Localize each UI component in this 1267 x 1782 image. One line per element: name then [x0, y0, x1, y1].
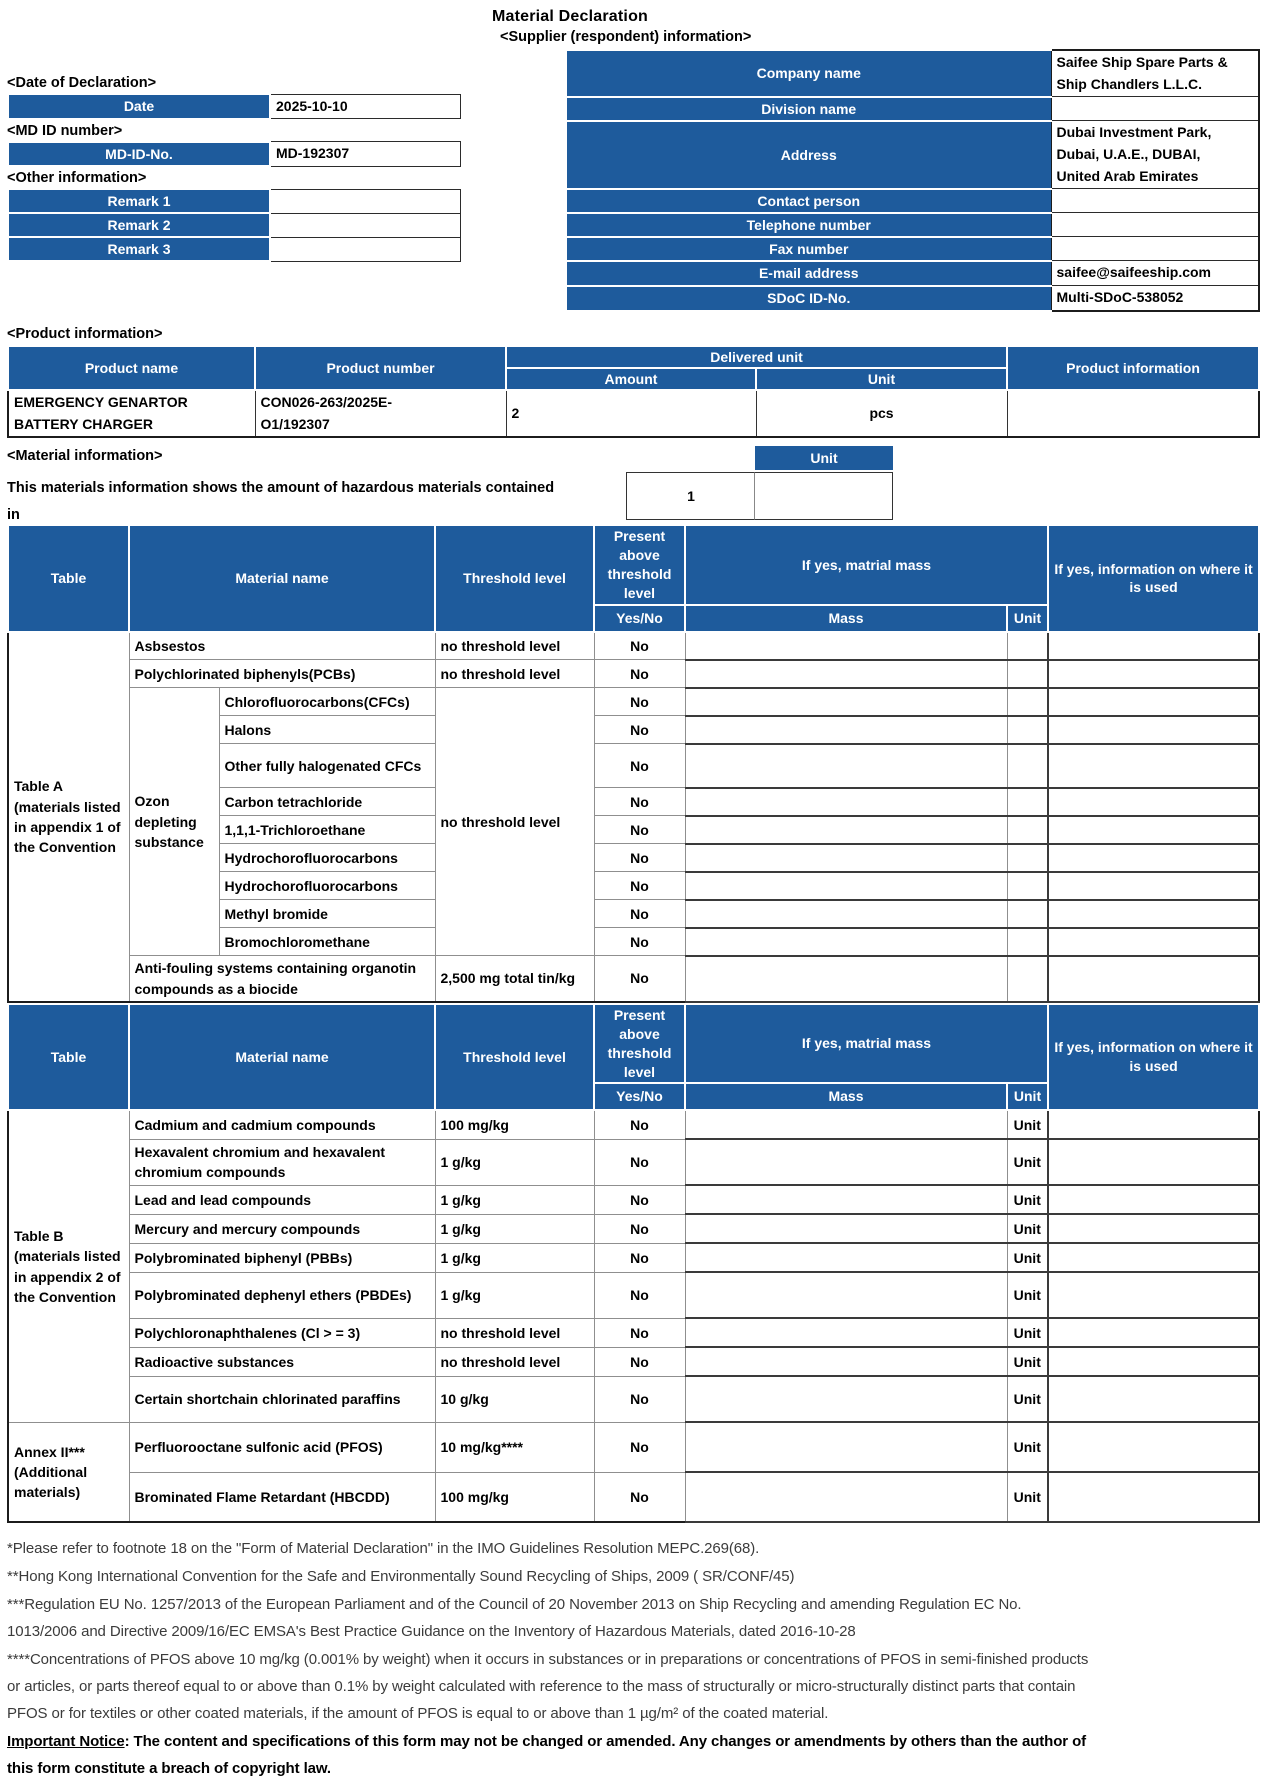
table-row — [8, 1472, 1259, 1522]
present-cell: No — [594, 1422, 685, 1472]
col-header-material-name: Material name — [129, 525, 435, 632]
present-cell: No — [594, 956, 685, 1002]
table-row — [8, 1272, 1259, 1318]
col-header-if-yes-info: If yes, information on where it is used — [1048, 1004, 1259, 1111]
supplier-section-heading: <Supplier (respondent) information> — [500, 29, 752, 45]
material-name-cell: Other fully halogenated CFCs — [219, 744, 435, 788]
date-table — [7, 93, 461, 120]
unit-cell: Unit — [1007, 1376, 1048, 1422]
product-information-value — [1007, 390, 1259, 437]
contained-amount-cell: 1 — [626, 472, 756, 520]
col-header-if-yes-info: If yes, information on where it is used — [1048, 525, 1259, 632]
present-cell: No — [594, 1243, 685, 1272]
table-a — [7, 524, 1260, 1003]
info-cell — [1048, 688, 1259, 716]
top-section — [7, 49, 1267, 312]
important-notice-label: Important Notice — [7, 1733, 125, 1751]
amount-header: Amount — [506, 368, 756, 390]
mass-cell — [685, 928, 1007, 956]
material-name-cell: Asbsestos — [129, 632, 435, 660]
supplier-table — [565, 49, 1260, 312]
md-id-table — [7, 141, 461, 168]
sdoc-id-value: Multi-SDoC-538052 — [1051, 286, 1259, 311]
mass-cell — [685, 1272, 1007, 1318]
telephone-value — [1051, 213, 1259, 237]
unit-cell: Unit — [1007, 1243, 1048, 1272]
table-row — [566, 261, 1259, 286]
material-name-cell: Hexavalent chromium and hexavalent chromium compounds — [129, 1139, 435, 1185]
page-title: Material Declaration — [491, 8, 649, 25]
info-cell — [1048, 1243, 1259, 1272]
info-cell — [1048, 1472, 1259, 1522]
info-cell — [1048, 816, 1259, 844]
info-cell — [1048, 1376, 1259, 1422]
remark-3-value — [270, 237, 460, 261]
threshold-cell: no threshold level — [435, 1318, 594, 1347]
table-row — [8, 237, 460, 261]
mass-cell — [685, 716, 1007, 744]
mass-cell — [685, 788, 1007, 816]
info-cell — [1048, 1347, 1259, 1376]
info-cell — [1048, 716, 1259, 744]
table-row — [8, 1004, 1259, 1084]
mass-cell — [685, 632, 1007, 660]
sdoc-id-label: SDoC ID-No. — [566, 286, 1051, 311]
table-row — [8, 1376, 1259, 1422]
material-name-cell: Polybrominated biphenyl (PBBs) — [129, 1243, 435, 1272]
present-cell: No — [594, 900, 685, 928]
table-row — [8, 660, 1259, 688]
footnotes-section — [7, 1535, 1095, 1782]
present-cell: No — [594, 872, 685, 900]
mass-cell — [685, 816, 1007, 844]
delivered-unit-header: Delivered unit — [506, 346, 1007, 368]
table-row — [566, 97, 1259, 121]
unit-cell — [1007, 660, 1048, 688]
threshold-cell: no threshold level — [435, 688, 594, 956]
table-row — [8, 94, 460, 119]
mass-cell — [685, 660, 1007, 688]
telephone-label: Telephone number — [566, 213, 1051, 237]
present-cell: No — [594, 1139, 685, 1185]
unit-cell: Unit — [1007, 1318, 1048, 1347]
table-row — [8, 189, 460, 213]
present-cell: No — [594, 1472, 685, 1522]
unit-cell — [1007, 956, 1048, 1002]
table-row — [8, 1318, 1259, 1347]
remark-1-label: Remark 1 — [8, 189, 270, 213]
email-label: E-mail address — [566, 261, 1051, 286]
info-cell — [1048, 1318, 1259, 1347]
present-cell: No — [594, 744, 685, 788]
threshold-cell: 10 g/kg — [435, 1376, 594, 1422]
unit-cell: Unit — [1007, 1139, 1048, 1185]
info-cell — [1048, 1139, 1259, 1185]
info-cell — [1048, 1422, 1259, 1472]
mass-cell — [685, 1318, 1007, 1347]
unit-cell: Unit — [1007, 1422, 1048, 1472]
table-row — [566, 50, 1259, 97]
mass-cell — [685, 1472, 1007, 1522]
unit-value: pcs — [756, 390, 1007, 437]
mass-cell — [685, 744, 1007, 788]
remarks-table — [7, 188, 461, 262]
table-row — [8, 1110, 1259, 1139]
unit-header: Unit — [756, 368, 1007, 390]
product-name-value: EMERGENCY GENARTOR BATTERY CHARGER — [8, 390, 255, 437]
material-name-cell: Carbon tetrachloride — [219, 788, 435, 816]
table-row — [8, 1185, 1259, 1214]
threshold-cell: no threshold level — [435, 1347, 594, 1376]
footnote-1: *Please refer to footnote 18 on the "Form of Material Declaration" in the IMO Guidelines Resolution MEPC.269(68). — [7, 1540, 760, 1558]
date-of-declaration-heading: <Date of Declaration> — [7, 75, 157, 91]
material-name-cell: Hydrochorofluorocarbons — [219, 872, 435, 900]
product-number-value: CON026-263/2025E-O1/192307 — [255, 390, 506, 437]
table-row — [8, 390, 1259, 437]
info-cell — [1048, 744, 1259, 788]
material-name-cell: Radioactive substances — [129, 1347, 435, 1376]
contact-person-label: Contact person — [566, 189, 1051, 213]
mass-cell — [685, 1214, 1007, 1243]
division-name-value — [1051, 97, 1259, 121]
mass-cell — [685, 1376, 1007, 1422]
col-header-table: Table — [8, 525, 129, 632]
contained-unit-cell — [754, 472, 893, 520]
info-cell — [1048, 660, 1259, 688]
present-cell: No — [594, 928, 685, 956]
info-cell — [1048, 632, 1259, 660]
table-b — [7, 1003, 1260, 1524]
col-header-if-yes-mass: If yes, matrial mass — [685, 525, 1048, 605]
unit-cell — [1007, 928, 1048, 956]
fax-label: Fax number — [566, 237, 1051, 261]
material-name-cell: Lead and lead compounds — [129, 1185, 435, 1214]
threshold-cell: 100 mg/kg — [435, 1472, 594, 1522]
unit-cell — [1007, 844, 1048, 872]
unit-cell — [1007, 632, 1048, 660]
col-header-present-above: Present above threshold level — [594, 525, 685, 605]
material-information-heading: <Material information> — [7, 448, 163, 465]
mass-cell — [685, 1347, 1007, 1376]
contact-person-value — [1051, 189, 1259, 213]
table-row — [566, 237, 1259, 261]
present-cell: No — [594, 632, 685, 660]
product-number-header: Product number — [255, 346, 506, 390]
product-name-header: Product name — [8, 346, 255, 390]
declaration-column — [7, 49, 475, 312]
unit-cell — [1007, 716, 1048, 744]
info-cell — [1048, 1185, 1259, 1214]
table-row — [8, 956, 1259, 1002]
threshold-cell: 1 g/kg — [435, 1272, 594, 1318]
contained-unit-header: Unit — [755, 446, 893, 470]
footnote-2: **Hong Kong International Convention for the Safe and Environmentally Sound Recycling of Ships, 2009 ( SR/CONF/45) — [7, 1568, 795, 1586]
table-row — [8, 346, 1259, 368]
col-header-yes-no: Yes/No — [594, 605, 685, 632]
mass-cell — [685, 872, 1007, 900]
col-header-unit: Unit — [1007, 1083, 1048, 1110]
present-cell: No — [594, 1347, 685, 1376]
material-name-cell: Certain shortchain chlorinated paraffins — [129, 1376, 435, 1422]
present-cell: No — [594, 1214, 685, 1243]
table-row — [8, 1347, 1259, 1376]
col-header-mass: Mass — [685, 1083, 1007, 1110]
material-name-cell: Methyl bromide — [219, 900, 435, 928]
important-notice-text: : The content and specifications of this form may not be changed or amended. Any changes or amendments by others than the author of this form constitute a breach of copyright law. — [7, 1733, 1087, 1778]
threshold-cell: 1 g/kg — [435, 1243, 594, 1272]
unit-cell: Unit — [1007, 1347, 1048, 1376]
threshold-cell: 10 mg/kg**** — [435, 1422, 594, 1472]
info-cell — [1048, 928, 1259, 956]
remark-3-label: Remark 3 — [8, 237, 270, 261]
present-cell: No — [594, 1272, 685, 1318]
present-cell: No — [594, 788, 685, 816]
threshold-cell: 100 mg/kg — [435, 1110, 594, 1139]
table-row — [8, 213, 460, 237]
material-name-cell: 1,1,1-Trichloroethane — [219, 816, 435, 844]
md-id-value: MD-192307 — [270, 142, 460, 167]
company-name-label: Company name — [566, 50, 1051, 97]
present-cell: No — [594, 1185, 685, 1214]
info-cell — [1048, 872, 1259, 900]
mass-cell — [685, 844, 1007, 872]
material-name-cell: Polychlorinated biphenyls(PCBs) — [129, 660, 435, 688]
company-name-value: Saifee Ship Spare Parts & Ship Chandlers L.L.C. — [1051, 50, 1259, 97]
important-notice — [7, 1728, 1095, 1782]
table-row — [566, 189, 1259, 213]
fax-value — [1051, 237, 1259, 261]
md-id-label: MD-ID-No. — [8, 142, 270, 167]
unit-cell: Unit — [1007, 1185, 1048, 1214]
mass-cell — [685, 1139, 1007, 1185]
present-cell: No — [594, 660, 685, 688]
info-cell — [1048, 956, 1259, 1002]
present-cell: No — [594, 1318, 685, 1347]
unit-cell — [1007, 688, 1048, 716]
unit-cell: Unit — [1007, 1272, 1048, 1318]
material-name-cell: Bromochloromethane — [219, 928, 435, 956]
table-row — [8, 1422, 1259, 1472]
material-name-cell: Hydrochorofluorocarbons — [219, 844, 435, 872]
present-cell: No — [594, 1376, 685, 1422]
threshold-cell: 1 g/kg — [435, 1139, 594, 1185]
table-row — [8, 632, 1259, 660]
table-a-label: Table A (materials listed in appendix 1 of the Convention — [8, 632, 129, 1002]
unit-cell: Unit — [1007, 1214, 1048, 1243]
info-cell — [1048, 900, 1259, 928]
material-information-description: This materials information shows the amount of hazardous materials contained in — [7, 480, 555, 524]
col-header-if-yes-mass: If yes, matrial mass — [685, 1004, 1048, 1084]
threshold-cell: no threshold level — [435, 660, 594, 688]
amount-value: 2 — [506, 390, 756, 437]
footnote-3: ***Regulation EU No. 1257/2013 of the European Parliament and of the Council of 20 November 2013 on Ship Recycling and amending Regulation EC No. 1013/2006 and Directive 2009/16/EC EMSA's Best Practice Guidance on the Inventory of Hazardous Materials, dated 2016-10-28 — [7, 1596, 1022, 1641]
mass-cell — [685, 1185, 1007, 1214]
info-cell — [1048, 1214, 1259, 1243]
unit-cell — [1007, 872, 1048, 900]
col-header-table: Table — [8, 1004, 129, 1111]
unit-cell: Unit — [1007, 1110, 1048, 1139]
mass-cell — [685, 1243, 1007, 1272]
md-id-heading: <MD ID number> — [7, 122, 123, 139]
division-name-label: Division name — [566, 97, 1051, 121]
table-b-label: Table B (materials listed in appendix 2 of the Convention — [8, 1110, 129, 1422]
unit-cell: Unit — [1007, 1472, 1048, 1522]
material-name-cell: Polychloronaphthalenes (Cl > = 3) — [129, 1318, 435, 1347]
material-name-cell: Polybrominated dephenyl ethers (PBDEs) — [129, 1272, 435, 1318]
col-header-threshold-level: Threshold level — [435, 1004, 594, 1111]
mass-cell — [685, 688, 1007, 716]
info-cell — [1048, 1110, 1259, 1139]
threshold-cell: no threshold level — [435, 632, 594, 660]
product-information-heading: <Product information> — [7, 325, 163, 342]
table-row — [566, 286, 1259, 311]
info-cell — [1048, 788, 1259, 816]
unit-cell — [1007, 816, 1048, 844]
threshold-cell: 1 g/kg — [435, 1185, 594, 1214]
material-name-cell: Brominated Flame Retardant (HBCDD) — [129, 1472, 435, 1522]
present-cell: No — [594, 1110, 685, 1139]
table-row — [566, 213, 1259, 237]
material-name-cell: Cadmium and cadmium compounds — [129, 1110, 435, 1139]
material-name-cell: Mercury and mercury compounds — [129, 1214, 435, 1243]
unit-cell — [1007, 788, 1048, 816]
material-name-cell: Perfluorooctane sulfonic acid (PFOS) — [129, 1422, 435, 1472]
footnote-4: ****Concentrations of PFOS above 10 mg/kg (0.001% by weight) when it occurs in substances or in preparations or concentrations of PFOS in semi-finished products or articles, or parts thereof equal to or above than 0.1% by weight calculated with reference to the mass of structurally or micro-structurally distinct parts that contain PFOS or for textiles or other coated materials, if the amount of PFOS is equal to or above than 1 µg/m² of the coated material. — [7, 1651, 1089, 1723]
material-name-cell: Halons — [219, 716, 435, 744]
email-value: saifee@saifeeship.com — [1051, 261, 1259, 286]
col-header-unit: Unit — [1007, 605, 1048, 632]
present-cell: No — [594, 716, 685, 744]
product-table — [7, 345, 1260, 438]
unit-cell — [1007, 744, 1048, 788]
mass-cell — [685, 956, 1007, 1002]
annex-ii-label: Annex II*** (Additional materials) — [8, 1422, 129, 1522]
table-row — [8, 1214, 1259, 1243]
remark-2-label: Remark 2 — [8, 213, 270, 237]
address-value: Dubai Investment Park, Dubai, U.A.E., DUBAI, United Arab Emirates — [1051, 121, 1259, 189]
unit-cell — [1007, 900, 1048, 928]
info-cell — [1048, 1272, 1259, 1318]
material-information-section — [7, 446, 1258, 524]
col-header-threshold-level: Threshold level — [435, 525, 594, 632]
mass-cell — [685, 1110, 1007, 1139]
col-header-yes-no: Yes/No — [594, 1083, 685, 1110]
table-row — [566, 121, 1259, 189]
remark-1-value — [270, 189, 460, 213]
present-cell: No — [594, 816, 685, 844]
info-cell — [1048, 844, 1259, 872]
material-name-cell: Chlorofluorocarbons(CFCs) — [219, 688, 435, 716]
present-cell: No — [594, 844, 685, 872]
table-row — [8, 1243, 1259, 1272]
col-header-material-name: Material name — [129, 1004, 435, 1111]
threshold-cell: 2,500 mg total tin/kg — [435, 956, 594, 1002]
remark-2-value — [270, 213, 460, 237]
product-information-header: Product information — [1007, 346, 1259, 390]
table-row — [8, 525, 1259, 605]
date-label: Date — [8, 94, 270, 119]
ozone-group-label: Ozon depleting substance — [129, 688, 219, 956]
mass-cell — [685, 1422, 1007, 1472]
threshold-cell: 1 g/kg — [435, 1214, 594, 1243]
address-label: Address — [566, 121, 1051, 189]
material-name-cell: Anti-fouling systems containing organotin compounds as a biocide — [129, 956, 435, 1002]
present-cell: No — [594, 688, 685, 716]
other-information-heading: <Other information> — [7, 170, 147, 187]
supplier-column — [565, 49, 1260, 312]
col-header-present-above: Present above threshold level — [594, 1004, 685, 1084]
mass-cell — [685, 900, 1007, 928]
table-row — [8, 142, 460, 167]
table-row — [8, 688, 1259, 716]
col-header-mass: Mass — [685, 605, 1007, 632]
date-value: 2025-10-10 — [270, 94, 460, 119]
table-row — [8, 1139, 1259, 1185]
